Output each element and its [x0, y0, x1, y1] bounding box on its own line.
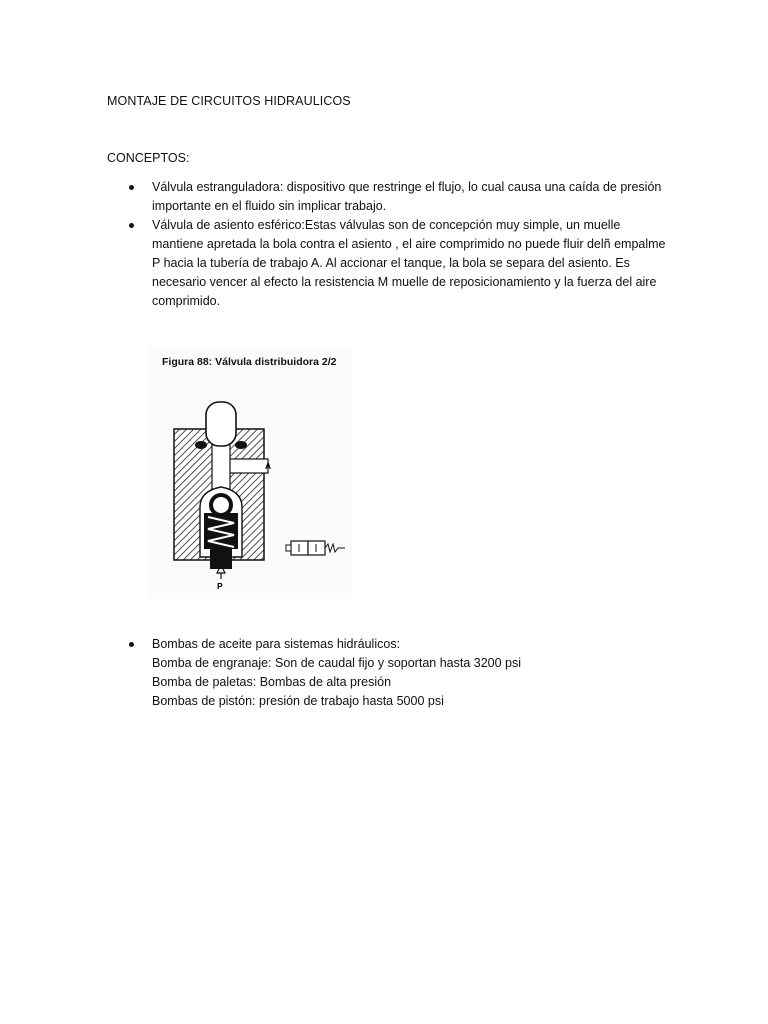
bullet-text: Válvula de asiento esférico:Estas válvulas son de concepción muy simple, un muelle mantiene apretada la bola contra el asiento , el aire comprimido no puede fluir delñ empalme P hacia la tubería de trabajo A. Al accionar el tanque, la bola se separa del asiento. Es necesario vencer al efecto la resistencia M muelle de reposicionamiento y la fuerza del aire comprimido.	[152, 218, 666, 308]
bullet-icon	[129, 185, 134, 190]
concepts-list	[107, 178, 667, 311]
pumps-heading: Bombas de aceite para sistemas hidráulicos:	[152, 637, 401, 651]
port-p-label: P	[217, 581, 223, 591]
valve-figure	[148, 347, 353, 599]
list-item	[107, 216, 667, 311]
bullet-text: Válvula estranguladora: dispositivo que restringe el flujo, lo cual causa una caída de presión importante en el fluido sin implicar trabajo.	[152, 180, 662, 213]
pump-line: Bomba de engranaje: Son de caudal fijo y soportan hasta 3200 psi	[152, 656, 522, 670]
pump-line: Bomba de paletas: Bombas de alta presión	[152, 675, 392, 689]
list-item	[107, 635, 667, 711]
document-title: MONTAJE DE CIRCUITOS HIDRAULICOS	[107, 94, 351, 108]
bullet-icon	[129, 223, 134, 228]
pumps-list	[107, 635, 667, 711]
port-a-label: A	[265, 461, 272, 471]
bullet-icon	[129, 642, 134, 647]
valve-diagram-image	[148, 347, 353, 599]
figure-caption: Figura 88: Válvula distribuidora 2/2	[162, 356, 337, 368]
pump-line: Bombas de pistón: presión de trabajo hasta 5000 psi	[152, 694, 444, 708]
concepts-heading: CONCEPTOS:	[107, 151, 190, 165]
list-item	[107, 178, 667, 216]
